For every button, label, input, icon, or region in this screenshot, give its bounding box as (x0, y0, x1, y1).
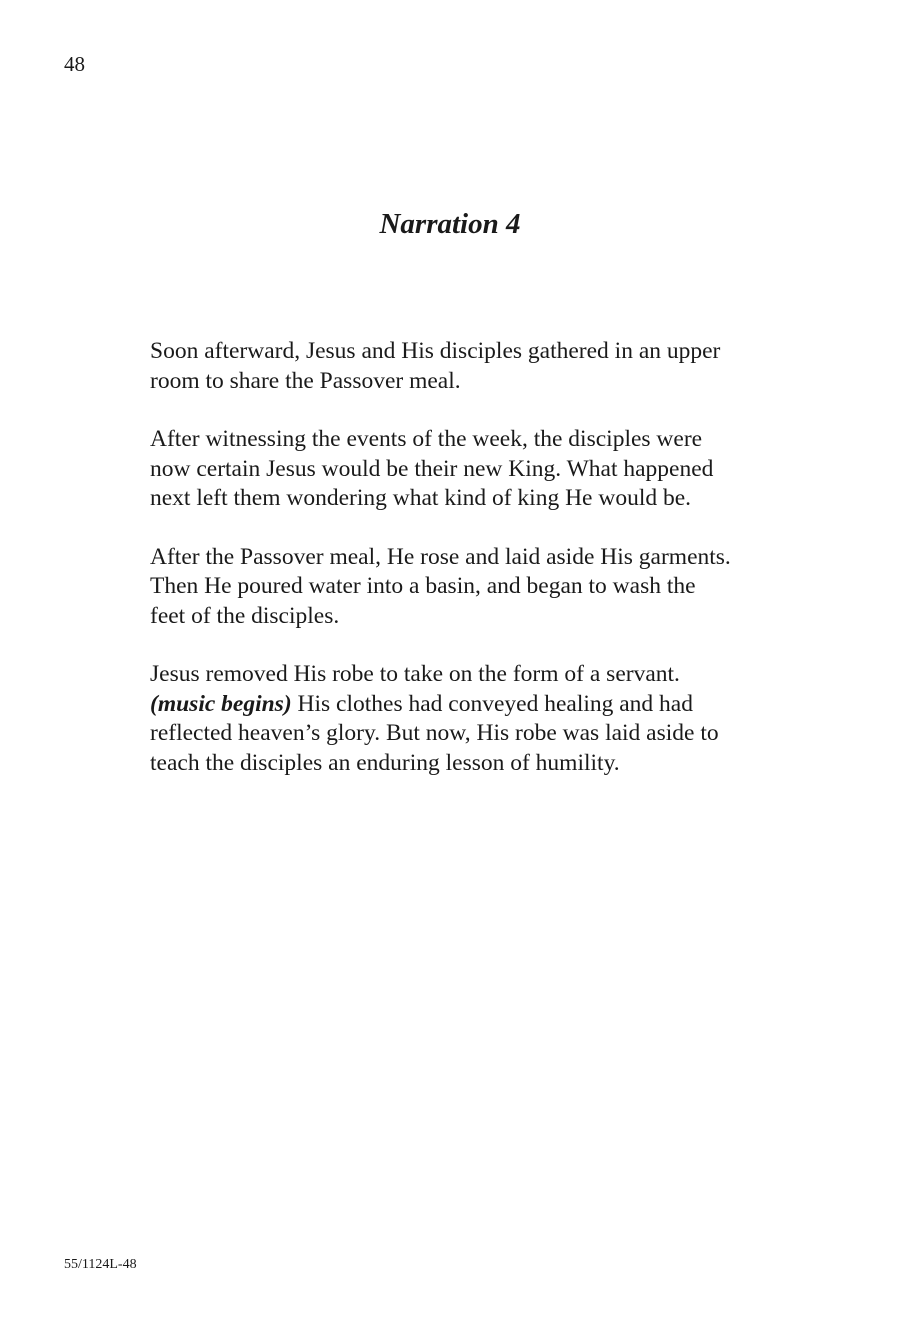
page-number: 48 (64, 52, 85, 76)
page-title: Narration 4 (379, 208, 521, 240)
paragraph-2: After witnessing the events of the week, the disciples were now certain Jesus would be their new King. What happened next left them wondering what kind of king He would be. (150, 426, 714, 511)
paragraph-1: Soon afterward, Jesus and His disciples gathered in an upper room to share the Passover meal. (150, 338, 721, 394)
footer-code: 55/1124L-48 (64, 1257, 137, 1272)
stage-direction: (music begins) (150, 690, 292, 717)
paragraph-3: After the Passover meal, He rose and laid aside His garments. Then He poured water into a basin, and began to wash the feet of the disciples. (150, 543, 731, 629)
paragraph-4 (150, 660, 800, 778)
paragraph-4-remainder: His clothes had conveyed healing and had reflected heaven’s glory. But now, His robe was laid aside to teach the disciples an enduring lesson of humility. (150, 690, 719, 776)
paragraph-4-first-line: Jesus removed His robe to take on the form of a servant. (150, 661, 680, 687)
narration-body (150, 337, 800, 807)
